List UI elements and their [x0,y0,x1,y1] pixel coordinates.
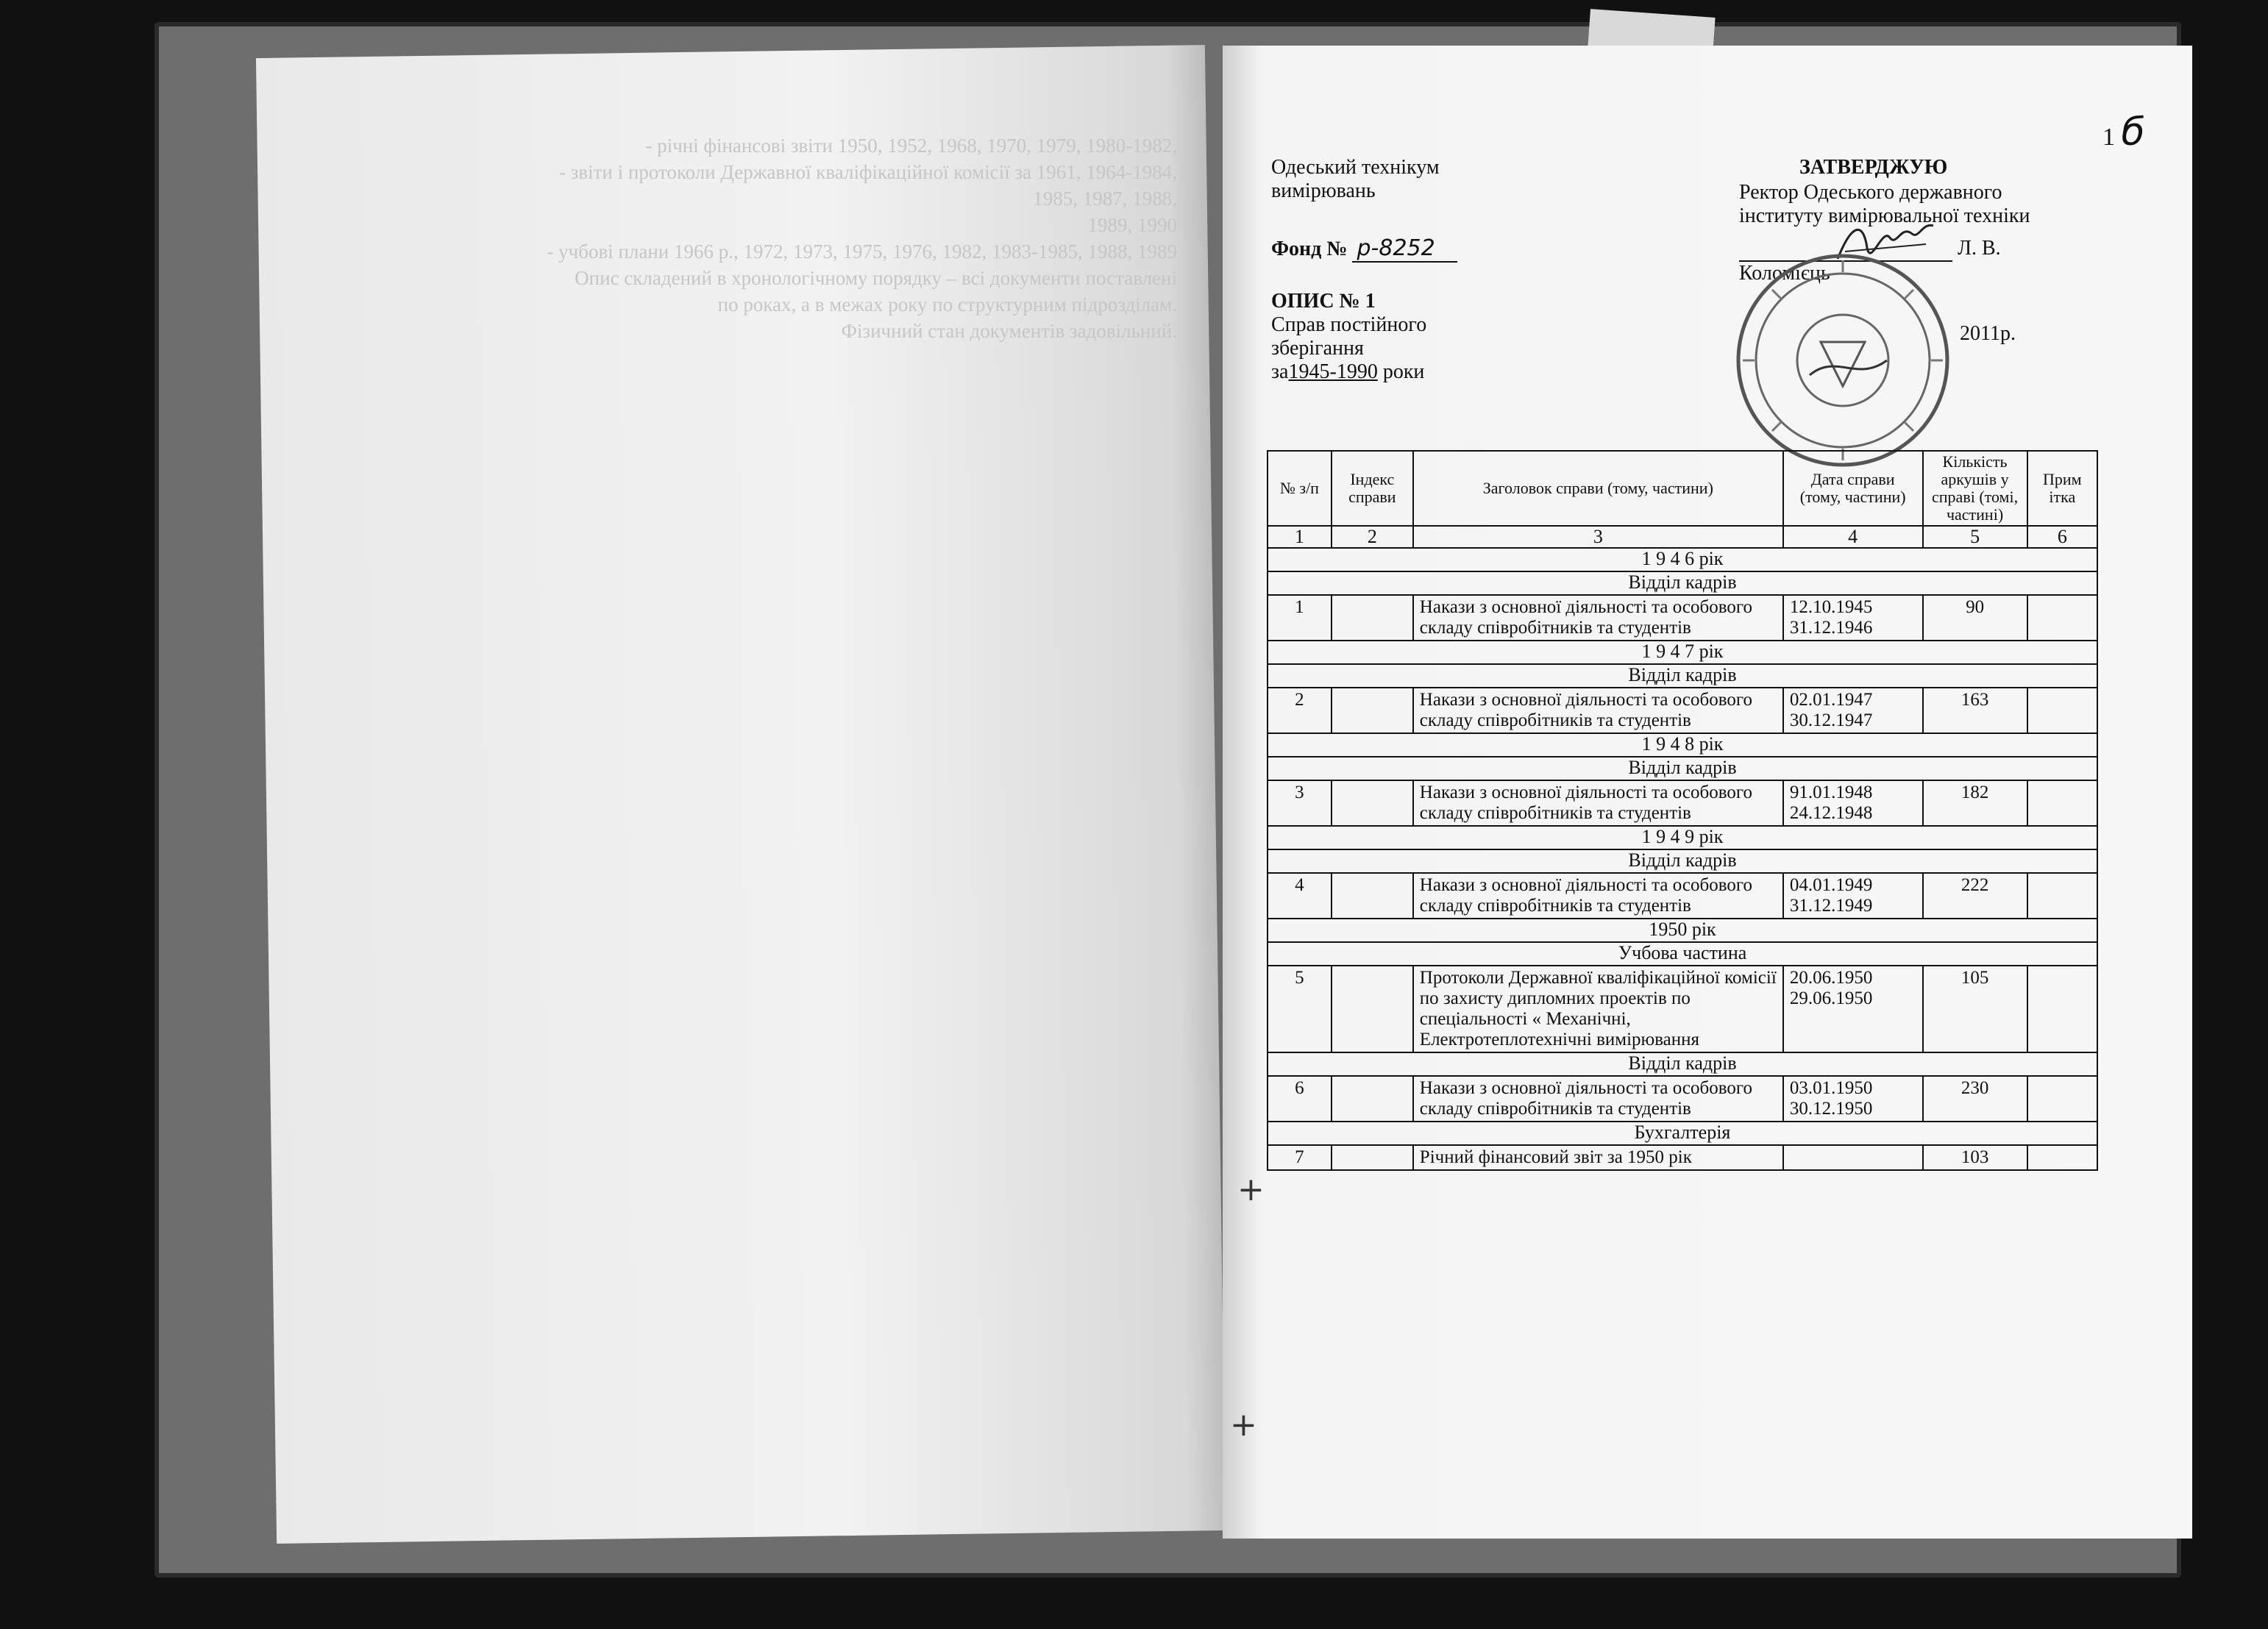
header-count: Кількість аркушів у справі (томі, частині) [1923,451,2027,526]
table-row: 2 Накази з основної діяльності та особового складу співробітників та студентів 02.01.1947 30.12.1947 163 [1268,688,2097,733]
bleed-line: Опис складений в хронологічному порядку – всі документи поставлені [575,267,1177,289]
table-row: 4 Накази з основної діяльності та особового складу співробітників та студентів 04.01.1949 31.12.1949 222 [1268,873,2097,919]
header-index: Індекс справи [1332,451,1413,526]
header-note: Прим ітка [2027,451,2097,526]
year-row: 1 9 4 9 рік [1268,826,2097,849]
bleed-line: 1989, 1990 [1087,214,1177,236]
approval-year: 2011р. [1960,322,2016,345]
approver-name: Л. В. Коломієць [1739,237,2001,285]
bleed-line: - річні фінансові звіти 1950, 1952, 1968, 1970, 1979, 1980-1982, [645,135,1177,157]
department-row: Бухгалтерія [1268,1122,2097,1145]
table-header-row [1268,451,2097,526]
table-row: 6 Накази з основної діяльності та особового складу співробітників та студентів 03.01.1950 30.12.1950 230 [1268,1076,2097,1122]
header-num: № з/п [1268,451,1332,526]
year-row: 1 9 4 7 рік [1268,641,2097,664]
inventory-table [1267,450,2098,1171]
department-row: Відділ кадрів [1268,664,2097,688]
opis-heading: ОПИС № 1 Справ постійного зберігання за1945-1990 роки [1271,290,1427,383]
year-row: 1950 рік [1268,919,2097,942]
handwritten-check-mark: + [1230,1406,1257,1444]
header-title: Заголовок справи (тому, частини) [1413,451,1783,526]
year-row: 1 9 4 6 рік [1268,548,2097,571]
approval-title: ЗАТВЕРДЖУЮ [1799,156,1948,179]
fond-number-handwritten: р-8252 [1352,235,1457,263]
year-row: 1 9 4 8 рік [1268,733,2097,757]
column-number-row: 1 2 3 4 5 6 [1268,526,2097,548]
round-seal-stamp [1732,250,1953,471]
table-row: 5 Протоколи Державної кваліфікаційної комісії по захисту дипломних проектів по спеціальності « Механічні, Електротеплотехнічні вимірювання 20.06.1950 29.06.1950 105 [1268,966,2097,1052]
bleed-line: Фізичний стан документів задовільний. [841,320,1177,342]
table-row: 3 Накази з основної діяльності та особового складу співробітників та студентів 91.01.1948 24.12.1948 182 [1268,780,2097,826]
page-number: 1 б [2102,110,2145,154]
bleed-line: - учбові плани 1966 р., 1972, 1973, 1975, 1976, 1982, 1983-1985, 1988, 1989 [547,240,1177,263]
approval-block: Ректор Одеського державного інституту вимірювальної техніки Л. В. Коломієць 2011р. [1739,181,2030,345]
bleed-line: по роках, а в межах року по структурним підрозділам. [717,293,1177,316]
table-row: 1 Накази з основної діяльності та особового складу співробітників та студентів 12.10.1945 31.12.1946 90 [1268,595,2097,641]
bleed-line: - звіти і протоколи Державної кваліфікаційної комісії за 1961, 1964-1984, [558,161,1177,183]
department-row: Відділ кадрів [1268,849,2097,873]
left-page-bleed-through-text [309,132,1177,344]
department-row: Відділ кадрів [1268,757,2097,780]
department-row: Відділ кадрів [1268,1052,2097,1076]
handwritten-check-mark: + [1237,1171,1265,1208]
fond-number: Фонд № р-8252 [1271,237,1457,261]
table-row: 7 Річний фінансовий звіт за 1950 рік 103 [1268,1145,2097,1170]
handwritten-page-number: б [2121,110,2145,154]
department-row: Відділ кадрів [1268,571,2097,595]
header-date: Дата справи (тому, частини) [1783,451,1923,526]
bleed-line: 1985, 1987, 1988, [1033,188,1177,210]
department-row: Учбова частина [1268,942,2097,966]
organization-name: Одеський технікум вимірювань [1271,156,1440,202]
